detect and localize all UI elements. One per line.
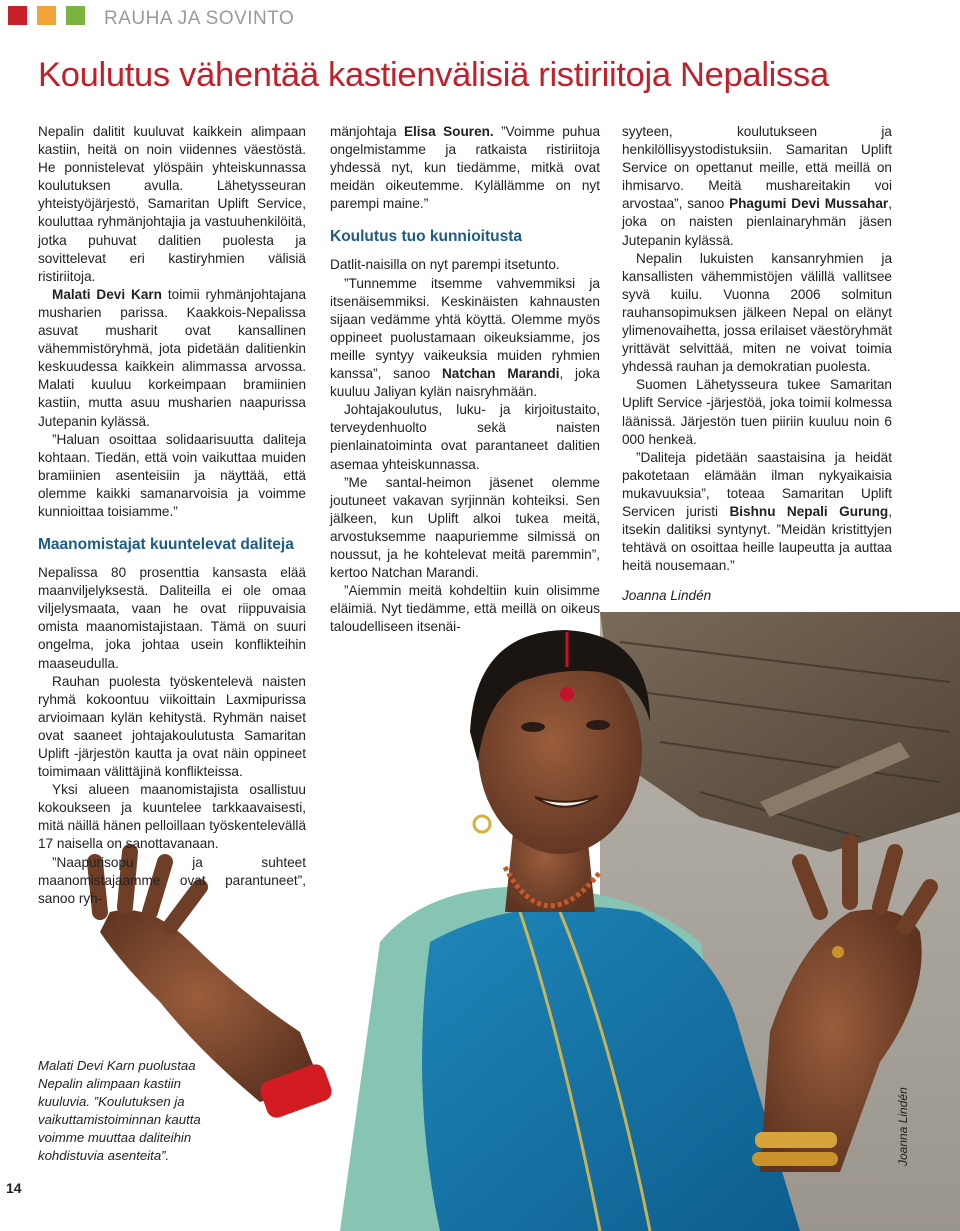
subheading: Koulutus tuo kunnioitusta — [330, 228, 523, 246]
column-1 — [38, 123, 306, 908]
paragraph: ”Naapurisopu ja suhteet maanomistajaamme ovat parantuneet”, sanoo ryh- — [38, 854, 306, 906]
author-signature: Joanna Lindén — [622, 588, 712, 604]
page-number: 14 — [6, 1180, 22, 1196]
person-name: Natchan Marandi — [441, 366, 560, 382]
orange-square-icon — [37, 6, 56, 25]
quote-paragraph: ”Haluan osoittaa solidaarisuutta daliteja kohtaan. Tiedän, että voin vaikuttaa muiden bramiinien asenteisiin ja näyttää, että olemme kaikki samanarvoisia ja voimme kunnioittaa toisiamme.” — [38, 431, 306, 519]
paragraph: Malati Devi Karn toimii ryhmänjohtajana musharien parissa. Kaakkois-Nepalissa asuvat musharit ovat kansallinen vähemmistöryhmä, jota pidetään dalitienkin keskuudessa kaikkein alimmassa arvossa. Malati kuuluu korkeimpaan bramiinien kastiin, mutta asuu musharien naapurissa Jutepanin kylässä. — [38, 286, 307, 429]
quote-paragraph: ”Aiemmin meitä kohdeltiin kuin olisimme eläimiä. Nyt tiedämme, että meillä on oikeus taloudelliseen itsenäi- — [330, 583, 600, 635]
red-square-icon — [8, 6, 27, 25]
intro-paragraph: Nepalin dalitit kuuluvat kaikkein alimpaan kastiin, heitä on noin viidennes väestöstä. He ponnistelevat ylöspäin yhteiskunnassa koulutuksen avulla. Lähetysseuran yhteistyöjärjestö, Samaritan Uplift Service, kouluttaa ryhmänjohtajia ja vastuuhenkilöitä, jotka puhuvat dalitien puolesta ja sovittelevat eri kastiryhmien välisiä ristiriitoja. — [38, 124, 306, 284]
photo-caption: Malati Devi Karn puolustaa Nepalin alimpaan kastiin kuuluvia. ”Koulutuksen ja vaikuttamistoiminnan kautta voimme muuttaa daliteihin kohdistuvia asenteita”. — [38, 1058, 201, 1163]
person-name: Elisa Souren. — [403, 124, 494, 139]
photo-credit: Joanna Lindén — [896, 1087, 910, 1166]
green-square-icon — [66, 6, 85, 25]
paragraph: Rauhan puolesta työskentelevä naisten ryhmä kokoontuu viikoittain Laxmipurissa arvioimaan kylän kehitystä. Ryhmän naiset ovat saaneet johtajakoulutusta Samaritan Uplift -järjestön kautta ja ovat näin oppineet toimimaan välittäjinä konflikteissa. — [38, 673, 306, 780]
person-name: Malati Devi Karn — [52, 286, 162, 302]
quote-paragraph: ”Tunnemme itsemme vahvemmiksi ja itsenäisemmiksi. Keskinäisten kahnausten sijaan vedämme yhtä köyttä. Olemme myös oppineet puolustamaan oikeuksiamme, jos meille syntyy vaikeuksia muiden ryhmien kanssa”, sanoo Natchan Marandi, joka kuuluu Jaliyan kylän naisryhmään. — [330, 275, 600, 400]
person-name: Phagumi Devi Mussahar — [729, 196, 889, 212]
person-name: Bishnu Nepali Gurung — [729, 503, 889, 519]
article-title: Koulutus vähentää kastienvälisiä ristiriitoja Nepalissa — [38, 56, 829, 94]
paragraph: Nepalin lukuisten kansanryhmien ja kansallisten vähemmistöjen välillä vallitsee syvä kuilu. Vuonna 2006 solmitun rauhansopimuksen jälkeen Nepal on elänyt ylimenovaihetta, jossa erilaiset väestöryhmät yrittävät selvittää, miten ne voivat toimia yhdessä rauhan ja demokratian puolesta. — [622, 250, 892, 375]
paragraph: Datlit-naisilla on nyt parempi itsetunto. — [330, 257, 560, 273]
quote-paragraph: ”Daliteja pidetään saastaisina ja heidät pakotetaan elämään ilman nykyaikaisia mukavuuksia”, toteaa Samaritan Uplift Servicen juristi Bishnu Nepali Gurung, itsekin dalitiksi syntynyt. ”Meidän kristittyjen tehtävä on osoittaa heille laupeutta ja auttaa heitä nousemaan.” — [622, 449, 892, 574]
paragraph: Yksi alueen maanomistajista osallistuu kokoukseen ja kuuntelee tarkkaavaisesti, mitä näillä hänen pelloillaan työskentelevällä 17 naisella on sanottavanaan. — [38, 782, 306, 852]
paragraph: Johtajakoulutus, luku- ja kirjoitustaito, terveydenhuolto sekä naisten pienlainatoiminta ovat parantaneet dalitien asemaa yhteiskunnassa. — [330, 402, 600, 472]
paragraph: mänjohtaja Elisa Souren. ”Voimme puhua ongelmistamme ja ratkaista ristiriitoja yhdessä nyt, kun tiedämme, mitkä ovat meidän oikeutemme. Kylällämme on nyt parempi maine.” — [330, 124, 601, 212]
column-2 — [330, 123, 600, 636]
paragraph: Nepalissa 80 prosenttia kansasta elää maanviljelyksestä. Daliteilla ei ole omaa viljelysmaata, vaan he ovat riippuvaisia omista maanomistajistaan. Tämä on suuri ongelma, joka johtaa usein konflikteihin maaseudulla. — [38, 565, 306, 671]
section-label: RAUHA JA SOVINTO — [104, 8, 295, 29]
subheading: Maanomistajat kuuntelevat daliteja — [38, 536, 294, 554]
column-3 — [622, 123, 892, 605]
paragraph: syyteen, koulutukseen ja henkilöllisyystodistuksiin. Samaritan Uplift Service on opettanut meille, että meillä on ihmisarvo. Meitä mushareitakin voi arvostaa”, sanoo Phagumi Devi Mussahar, joka on naisten pienlainaryhmän jäsen Jutepanin kylässä. — [622, 124, 892, 248]
paragraph: Suomen Lähetysseura tukee Samaritan Uplift Service -järjestöä, joka toimii kolmessa läänissä. Järjestön tuen piiriin kuuluu noin 6 000 henkeä. — [622, 377, 892, 447]
quote-paragraph: ”Me santal-heimon jäsenet olemme joutuneet vakavan syrjinnän kohteiksi. Sen jälkeen, kun Uplift alkoi tukea meitä, arvostuksemme naapuriemme silmissä on noussut, ja he kohtelevat meitä paremmin”, kertoo Natchan Marandi. — [330, 474, 600, 581]
